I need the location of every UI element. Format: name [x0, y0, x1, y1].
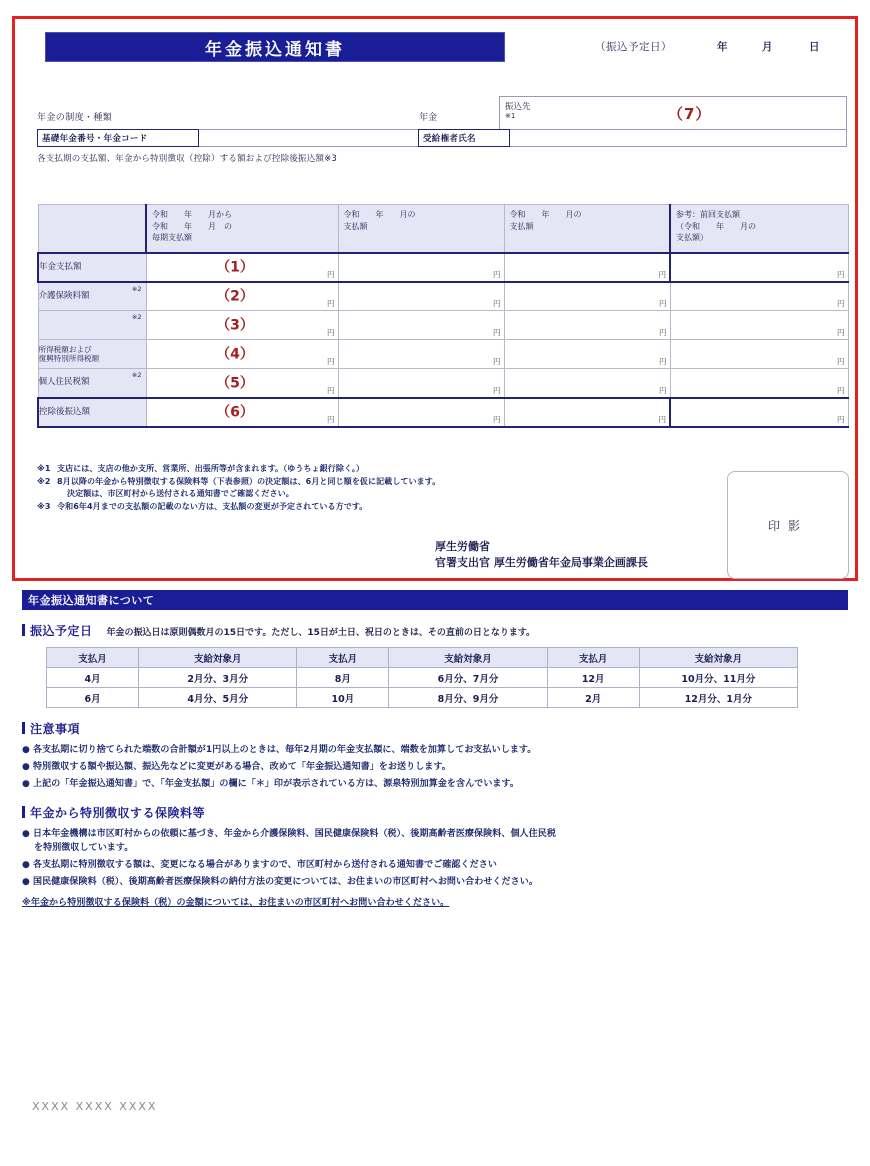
bullet-dot-icon: ●: [22, 761, 30, 772]
footnote-mark: ※3: [37, 502, 51, 511]
amounts-row-label: 所得税額および 復興特別所得税額: [38, 340, 146, 369]
document-title: 年金振込通知書: [45, 32, 505, 62]
footnotes-list: [37, 463, 707, 514]
reference-marker: （5）: [216, 375, 254, 392]
footnote-mark: ※1: [37, 464, 51, 473]
pension-notice-frame: [12, 16, 858, 581]
amount-cell[interactable]: [670, 253, 848, 282]
payment-schedule-table: [46, 647, 798, 708]
bullet-dot-icon: ●: [22, 745, 30, 755]
amounts-table-row: [38, 311, 848, 340]
amount-cell[interactable]: [504, 340, 670, 369]
schedule-col-header-4: 支払月: [547, 648, 639, 668]
footnote-mark: ※2: [37, 477, 51, 486]
amounts-table-row: [38, 369, 848, 398]
notes-heading: 注意事項: [30, 722, 81, 736]
header-line: 令和 年 月から: [152, 210, 232, 219]
schedule-cell: 2月: [547, 688, 639, 708]
yen-unit-label: 円: [659, 357, 667, 366]
amounts-row-label: [38, 311, 146, 340]
month-unit-label: 月: [762, 41, 773, 53]
schedule-cell: 12月分、1月分: [639, 688, 797, 708]
insurance-heading-row: [22, 804, 848, 821]
schedule-body: [47, 668, 798, 708]
footnote-item: [37, 476, 707, 500]
bullet-text: 特別徴収する額や振込額、振込先などに変更がある場合、改めて「年金振込通知書」をお送りします。: [33, 761, 451, 772]
amount-cell[interactable]: [338, 282, 504, 311]
yen-unit-label: 円: [659, 385, 667, 395]
transfer-destination-footnote-mark: ※1: [505, 112, 516, 120]
explanation-section: [22, 590, 848, 908]
schedule-cell: 10月: [297, 688, 389, 708]
insurance-underline-note: ※年金から特別徴収する保険料（税）の金額については、お住まいの市区町村へお問い合わせください。: [22, 897, 450, 908]
explanation-banner: 年金振込通知書について: [22, 590, 848, 610]
schedule-cell: 4月: [47, 668, 139, 688]
amount-cell[interactable]: [146, 282, 338, 311]
amounts-table-body: [38, 253, 848, 427]
schedule-col-header-1: 支給対象月: [139, 648, 297, 668]
header-line: 支払額）: [676, 233, 708, 243]
yen-unit-label: 円: [493, 357, 501, 366]
yen-unit-label: 円: [327, 328, 335, 337]
bullet-dot-icon: ●: [22, 876, 30, 887]
yen-unit-label: 円: [327, 385, 335, 395]
amount-cell[interactable]: [338, 311, 504, 340]
schedule-heading: 振込予定日: [30, 624, 93, 638]
bullet-item: [22, 778, 848, 792]
amount-cell[interactable]: [670, 340, 848, 369]
schedule-col-header-5: 支給対象月: [639, 648, 797, 668]
day-unit-label: 日: [809, 41, 820, 53]
ministry-name: 厚生労働省: [435, 540, 490, 553]
footnote-item: [37, 463, 707, 475]
bullet-item: [22, 876, 848, 890]
yen-unit-label: 円: [658, 269, 666, 279]
bullet-text: 日本年金機構は市区町村からの依頼に基づき、年金から介護保険料、国民健康保険料（税）、後期高齢者医療保険料、個人住民税 を特別徴収しています。: [33, 828, 848, 856]
basic-pension-number-label: 基礎年金番号・年金コード: [37, 129, 199, 147]
payment-date-label: （振込予定日）: [595, 41, 672, 53]
bullet-item: [22, 761, 848, 775]
header-line: 毎期支払額: [152, 233, 192, 243]
header-line: 令和 年 月 の: [152, 221, 232, 231]
schedule-header-row: [47, 648, 798, 668]
yen-unit-label: 円: [327, 299, 335, 308]
footnote-marker: ※2: [131, 371, 142, 379]
header-line: 令和 年 月の: [343, 210, 416, 219]
bullet-text: 国民健康保険料（税）、後期高齢者医療保険料の納付方法の変更については、お住まいの市区町村へお問い合わせください。: [33, 876, 538, 887]
yen-unit-label: 円: [837, 357, 845, 366]
amount-cell[interactable]: [146, 340, 338, 369]
pension-label: 年金: [419, 113, 438, 123]
yen-unit-label: 円: [327, 357, 335, 366]
amounts-table-row: [38, 282, 848, 311]
amount-cell[interactable]: [146, 253, 338, 282]
footnote-text-continued: 決定額は、市区町村から送付される通知書でご確認ください。: [67, 489, 294, 498]
amount-cell[interactable]: [338, 398, 504, 427]
reference-marker: （1）: [216, 259, 254, 276]
reference-marker-7: （7）: [668, 105, 712, 123]
header-line: 支払額: [509, 221, 534, 231]
reference-marker: （3）: [216, 317, 254, 334]
schedule-row: [47, 668, 798, 688]
header-line: 令和 年 月の: [509, 210, 582, 219]
yen-unit-label: 円: [493, 385, 501, 395]
bullet-text: 各支払期に切り捨てられた端数の合計額が1円以上のときは、毎年2月期の年金支払額に、端数を加算してお支払いします。: [33, 745, 537, 755]
bullet-dot-icon: ●: [22, 778, 30, 789]
amounts-col-header-4: [670, 205, 848, 253]
transfer-destination-label: 振込先: [505, 102, 531, 112]
header-line: 参考：前回支払額: [676, 210, 740, 219]
year-unit-label: 年: [717, 41, 728, 53]
amounts-row-label: 個人住民税額 ※2: [38, 369, 146, 398]
bullet-item: [22, 828, 848, 856]
schedule-col-header-3: 支給対象月: [389, 648, 547, 668]
amounts-col-header-0: [38, 205, 146, 253]
amounts-table-row: [38, 398, 848, 427]
yen-unit-label: 円: [327, 269, 335, 279]
schedule-cell: 8月: [297, 668, 389, 688]
yen-unit-label: 円: [658, 414, 666, 424]
yen-unit-label: 円: [659, 299, 667, 308]
bullet-dot-icon: ●: [22, 859, 30, 870]
bullet-item: [22, 744, 848, 758]
yen-unit-label: 円: [493, 328, 501, 337]
footnote-marker: ※2: [131, 313, 142, 321]
header-line: 支払額: [343, 221, 368, 231]
reference-marker: （2）: [216, 288, 254, 305]
amounts-table-header-row: [38, 205, 848, 253]
schedule-cell: 12月: [547, 668, 639, 688]
amount-cell[interactable]: [504, 253, 670, 282]
yen-unit-label: 円: [837, 414, 845, 424]
amount-cell[interactable]: [146, 311, 338, 340]
amounts-table-caption: 各支払期の支払額、年金から特別徴収（控除）する額および控除後振込額※3: [37, 154, 338, 164]
amounts-col-header-3: [504, 205, 670, 253]
insurance-bullets: [22, 828, 848, 890]
header-line: （令和 年 月の: [676, 221, 756, 231]
amounts-row-label: 控除後振込額: [38, 398, 146, 427]
yen-unit-label: 円: [837, 385, 845, 395]
title-row: [27, 32, 843, 66]
yen-unit-label: 円: [327, 414, 335, 424]
bullet-text: 各支払期に特別徴収する額は、変更になる場合がありますので、市区町村から送付される通知書でご確認ください: [33, 859, 497, 870]
schedule-cell: 8月分、9月分: [389, 688, 547, 708]
recipient-name-label: 受給権者氏名: [418, 129, 510, 147]
heading-marker-icon: [22, 806, 25, 818]
schedule-note: 年金の振込日は原則偶数月の15日です。ただし、15日が土日、祝日のときは、その直前の日となります。: [106, 628, 536, 638]
schedule-col-header-2: 支払月: [297, 648, 389, 668]
pension-system-label: 年金の制度・種類: [37, 113, 113, 123]
footnote-text: 令和6年4月までの支払額の記載のない方は、支払額の変更が予定されている方です。: [57, 502, 368, 511]
amount-cell[interactable]: [338, 253, 504, 282]
amount-cell[interactable]: [670, 311, 848, 340]
footnote-marker: ※2: [131, 284, 142, 293]
amount-cell[interactable]: [338, 340, 504, 369]
schedule-cell: 6月: [47, 688, 139, 708]
schedule-heading-row: [22, 622, 848, 639]
amount-cell[interactable]: [338, 369, 504, 398]
amounts-col-header-1: [146, 205, 338, 253]
footnote-text: 8月以降の年金から特別徴収する保険料等（下表参照）の決定額は、6月と同じ額を仮に記載しています。 決定額は、市区町村から送付される通知書でご確認ください。: [57, 476, 707, 500]
amount-cell[interactable]: [504, 311, 670, 340]
ministry-officer: 官署支出官 厚生労働省年金局事業企画課長: [435, 555, 648, 569]
amounts-row-label: 介護保険料額 ※2: [38, 282, 146, 311]
schedule-cell: 2月分、3月分: [139, 668, 297, 688]
yen-unit-label: 円: [493, 414, 501, 424]
heading-marker-icon: [22, 722, 25, 734]
amount-cell[interactable]: [146, 369, 338, 398]
identifier-strip: [37, 129, 847, 147]
amount-cell[interactable]: [504, 369, 670, 398]
document-code: XXXX XXXX XXXX: [32, 1100, 158, 1113]
amounts-table: [37, 204, 849, 428]
schedule-cell: 6月分、7月分: [389, 668, 547, 688]
yen-unit-label: 円: [659, 328, 667, 337]
bullet-item: [22, 859, 848, 873]
amounts-row-label: 年金支払額: [38, 253, 146, 282]
yen-unit-label: 円: [837, 328, 845, 337]
yen-unit-label: 円: [837, 299, 845, 308]
amount-cell[interactable]: [670, 369, 848, 398]
amount-cell[interactable]: [146, 398, 338, 427]
heading-marker-icon: [22, 624, 25, 636]
schedule-cell: 4月分、5月分: [139, 688, 297, 708]
bullet-dot-icon: ●: [22, 828, 30, 839]
amounts-col-header-2: [338, 205, 504, 253]
bullet-text: 上記の「年金振込通知書」で、「年金支払額」の欄に「＊」印が表示されている方は、源泉特別加算金を含んでいます。: [33, 778, 520, 789]
amounts-table-row: [38, 253, 848, 282]
schedule-cell: 10月分、11月分: [639, 668, 797, 688]
schedule-col-header-0: 支払月: [47, 648, 139, 668]
insurance-heading: 年金から特別徴収する保険料等: [30, 805, 206, 820]
schedule-row: [47, 688, 798, 708]
amount-cell[interactable]: [670, 282, 848, 311]
amount-cell[interactable]: [670, 398, 848, 427]
bullet-text-continued: を特別徴収しています。: [34, 842, 134, 853]
amount-cell[interactable]: [504, 398, 670, 427]
footnote-text: 支店には、支店の他か支所、営業所、出張所等が含まれます。（ゆうちょ銀行除く。）: [57, 464, 365, 473]
yen-unit-label: 円: [837, 269, 845, 279]
reference-marker: （4）: [216, 346, 254, 363]
reference-marker: （6）: [216, 404, 254, 421]
amount-cell[interactable]: [504, 282, 670, 311]
footnote-item: [37, 501, 707, 513]
seal-imprint-box: 印影: [727, 471, 849, 579]
notes-bullets: [22, 744, 848, 792]
meta-block: [27, 96, 843, 174]
yen-unit-label: 円: [493, 269, 501, 279]
notes-heading-row: [22, 720, 848, 737]
yen-unit-label: 円: [493, 299, 501, 308]
amounts-table-row: [38, 340, 848, 369]
ministry-signature: [435, 539, 648, 571]
